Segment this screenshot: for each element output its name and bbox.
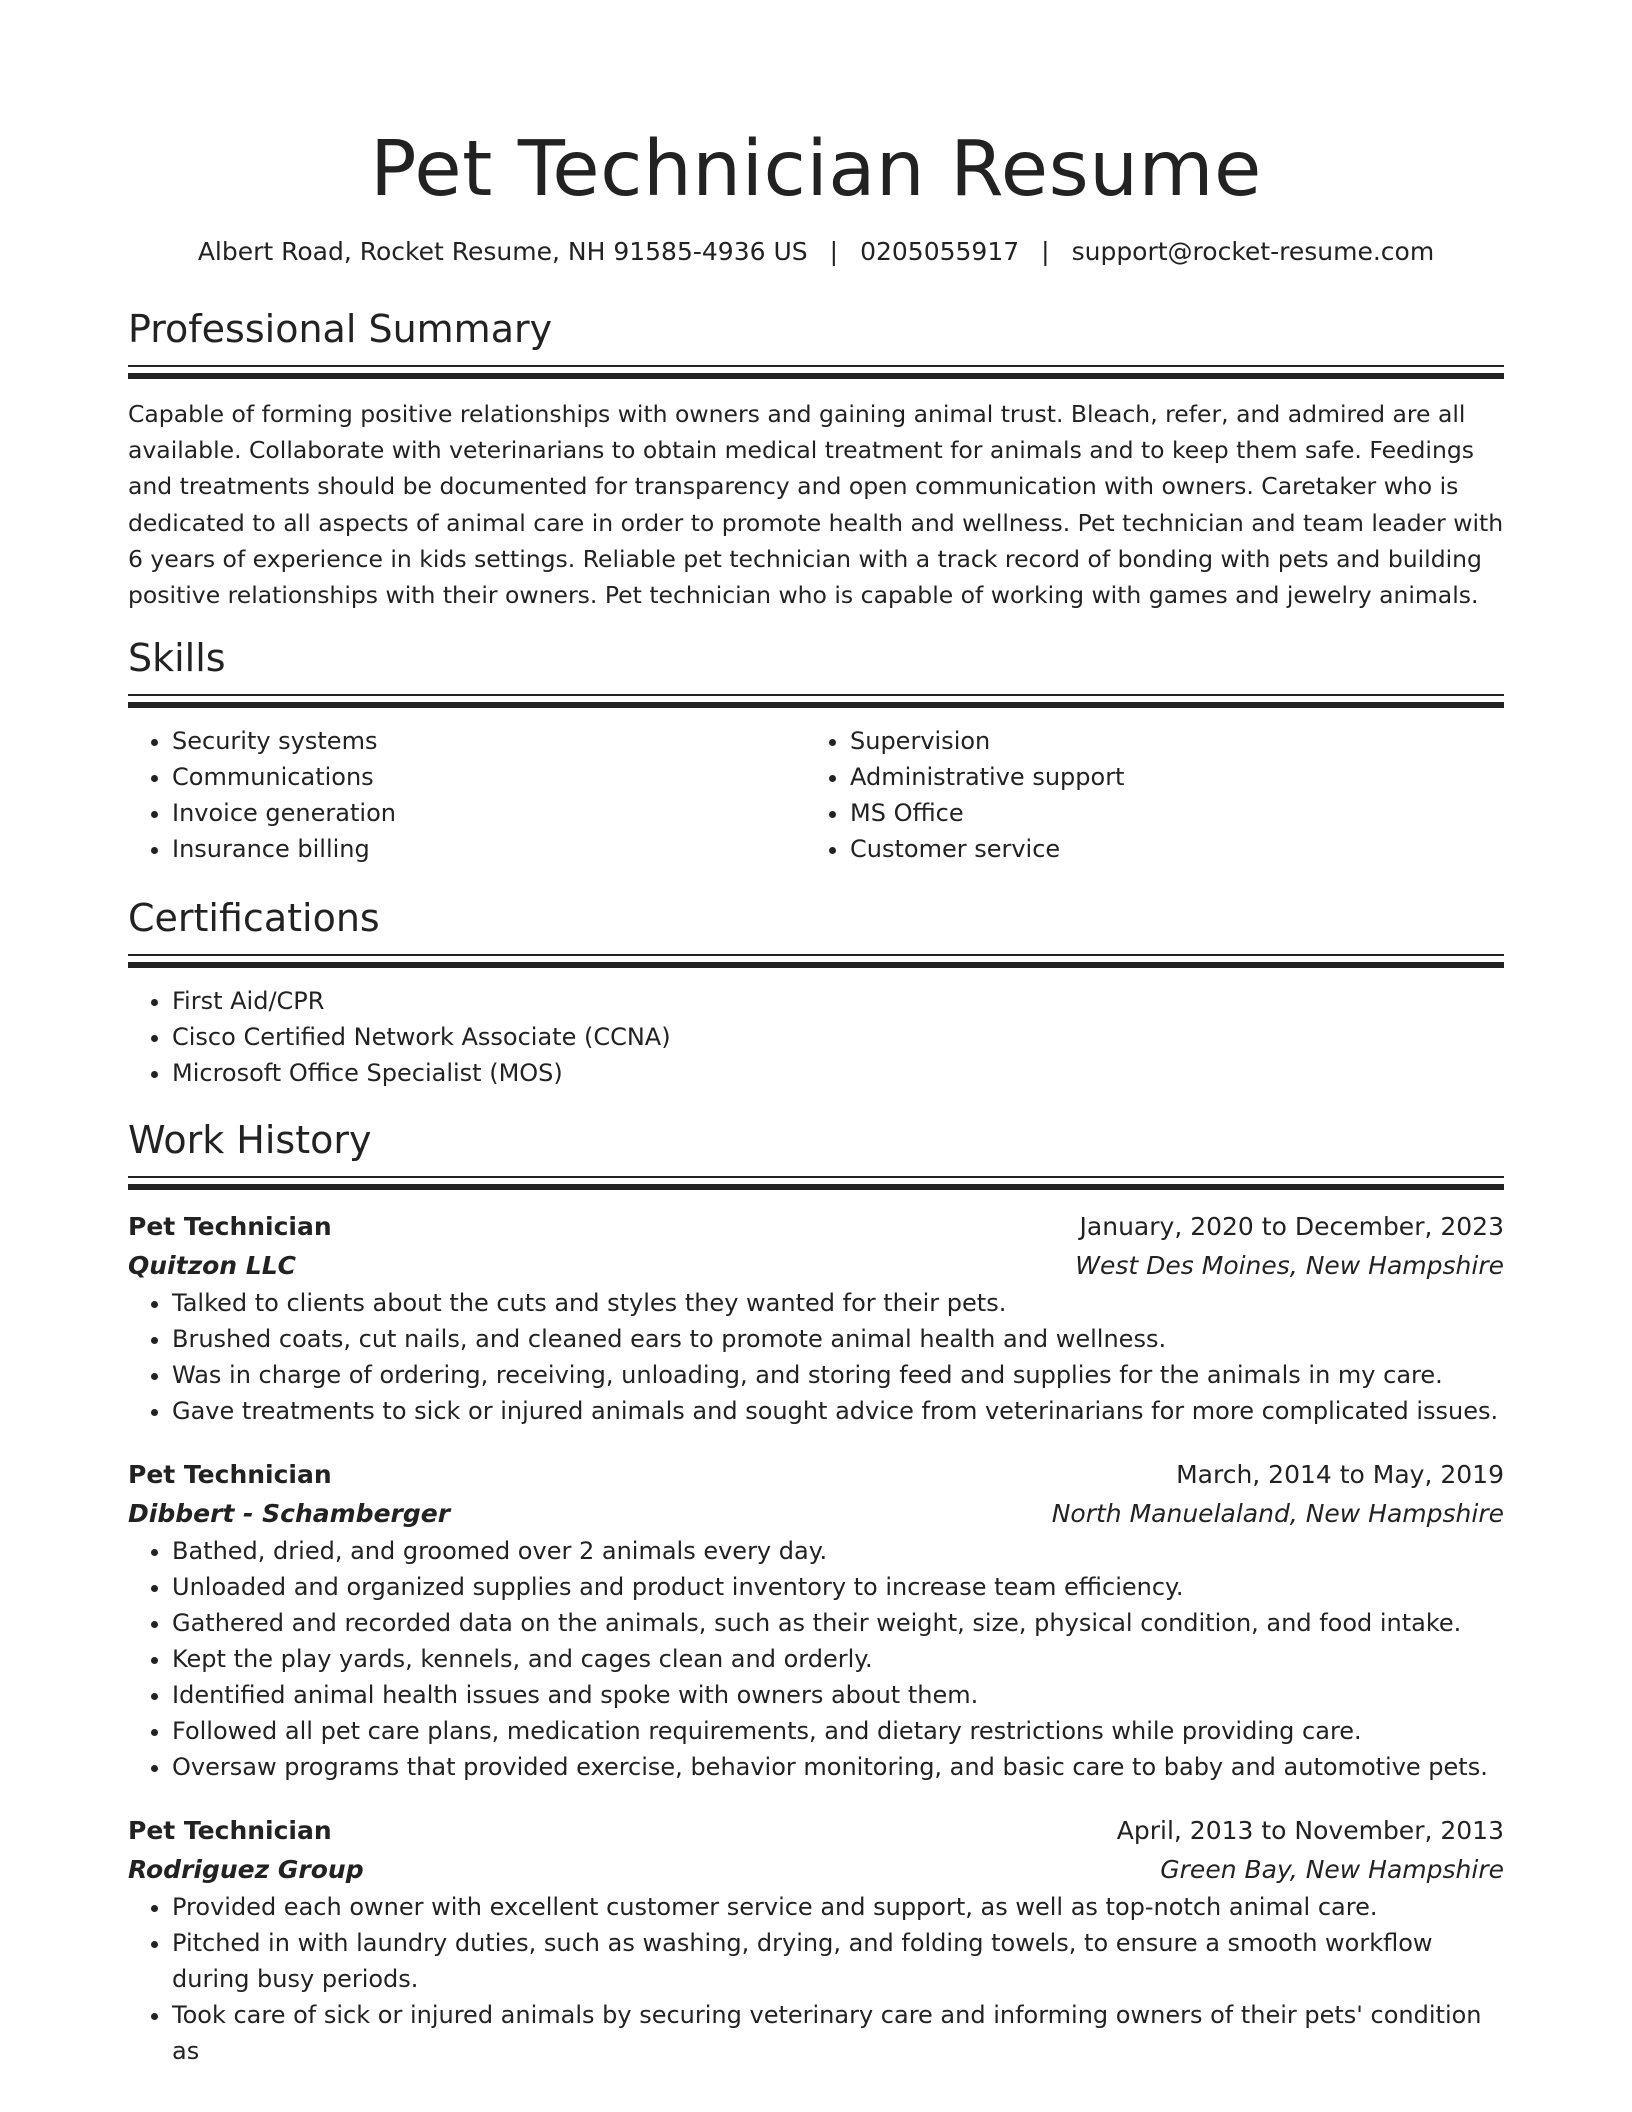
- job-company: Dibbert - Schamberger: [128, 1499, 451, 1529]
- job-header: [128, 1455, 1504, 1494]
- job-bullet: • Kept the play yards, kennels, and cages clean and orderly.: [172, 1641, 1504, 1677]
- certification-item: • Cisco Certified Network Associate (CCNA): [172, 1019, 1504, 1055]
- skill-item: • Customer service: [850, 831, 1484, 867]
- summary-heading: Professional Summary: [128, 307, 553, 351]
- skills-heading: Skills: [128, 636, 226, 681]
- job-bullet: • Gave treatments to sick or injured animals and sought advice from veterinarians for more complicated issues.: [172, 1393, 1504, 1429]
- job-dates: January, 2020 to December, 2023: [1079, 1212, 1504, 1242]
- skill-item: • Supervision: [850, 723, 1484, 759]
- skill-item: • Communications: [172, 759, 806, 795]
- section-divider: [128, 954, 1504, 969]
- certifications-heading: Certifications: [128, 896, 380, 941]
- job-bullet: • Talked to clients about the cuts and styles they wanted for their pets.: [172, 1285, 1504, 1321]
- skills-section: [128, 633, 1504, 867]
- certifications-list: [128, 983, 1504, 1091]
- job-title: Pet Technician: [128, 1816, 332, 1846]
- summary-section: [128, 304, 1504, 613]
- section-divider: [128, 694, 1504, 709]
- certification-item: • Microsoft Office Specialist (MOS): [172, 1055, 1504, 1091]
- job-bullet: • Provided each owner with excellent customer service and support, as well as top-notch animal care.: [172, 1889, 1504, 1925]
- skill-item: • Insurance billing: [172, 831, 806, 867]
- contact-email[interactable]: support@rocket-resume.com: [1071, 237, 1435, 266]
- job-bullet: • Brushed coats, cut nails, and cleaned ears to promote animal health and wellness.: [172, 1321, 1504, 1357]
- work-history-section: [128, 1115, 1504, 2069]
- job-bullet: • Pitched in with laundry duties, such as washing, drying, and folding towels, to ensure a smooth workflow during busy periods.: [172, 1925, 1504, 1997]
- work-history-heading: Work History: [128, 1118, 372, 1163]
- skill-item: • Invoice generation: [172, 795, 806, 831]
- contact-phone: 0205055917: [860, 237, 1020, 266]
- job-dates: April, 2013 to November, 2013: [1116, 1816, 1504, 1846]
- resume-title: Pet Technician Resume: [370, 125, 1262, 214]
- resume-page: [128, 0, 1504, 2069]
- job-bullet: • Was in charge of ordering, receiving, unloading, and storing feed and supplies for the animals in my care.: [172, 1357, 1504, 1393]
- skill-item: • Security systems: [172, 723, 806, 759]
- section-divider: [128, 365, 1504, 380]
- section-divider: [128, 1176, 1504, 1191]
- skill-item: • MS Office: [850, 795, 1484, 831]
- job-bullet: • Followed all pet care plans, medication requirements, and dietary restrictions while providing care.: [172, 1713, 1504, 1749]
- contact-separator: |: [1041, 237, 1050, 266]
- job-location: Green Bay, New Hampshire: [1160, 1855, 1504, 1885]
- job-location: West Des Moines, New Hampshire: [1075, 1251, 1504, 1281]
- skills-column-right: [806, 723, 1484, 867]
- job-bullet: • Oversaw programs that provided exercise, behavior monitoring, and basic care to baby and automotive pets.: [172, 1749, 1504, 1785]
- job-company: Rodriguez Group: [128, 1855, 364, 1885]
- job-header: [128, 1811, 1504, 1850]
- skill-item: • Administrative support: [850, 759, 1484, 795]
- summary-text: Capable of forming positive relationships with owners and gaining animal trust. Bleach, refer, and admired are all available. Collaborate with veterinarians to obtain medical treatment for animals and to keep them safe. Feedings and treatments should be documented for transparency and open communication with owners. Caretaker who is dedicated to all aspects of animal care in order to promote health and wellness. Pet technician and team leader with 6 years of experience in kids settings. Reliable pet technician with a track record of bonding with pets and building positive relationships with their owners. Pet technician who is capable of working with games and jewelry animals.: [128, 400, 1504, 610]
- skills-grid: [128, 723, 1504, 867]
- job-bullet: • Bathed, dried, and groomed over 2 animals every day.: [172, 1533, 1504, 1569]
- job-subheader: [128, 1494, 1504, 1533]
- skills-column-left: [128, 723, 806, 867]
- job-bullet: • Took care of sick or injured animals by securing veterinary care and informing owners of their pets' condition as: [172, 1997, 1504, 2069]
- job-entry: [128, 1811, 1504, 2069]
- job-bullet: • Unloaded and organized supplies and product inventory to increase team efficiency.: [172, 1569, 1504, 1605]
- job-subheader: [128, 1246, 1504, 1285]
- contact-line: [128, 234, 1504, 270]
- job-bullets: [128, 1285, 1504, 1429]
- job-dates: March, 2014 to May, 2019: [1176, 1460, 1504, 1490]
- contact-separator: |: [829, 237, 839, 266]
- job-bullets: [128, 1533, 1504, 1785]
- job-title: Pet Technician: [128, 1212, 332, 1242]
- job-subheader: [128, 1850, 1504, 1889]
- certifications-section: [128, 893, 1504, 1091]
- job-entry: [128, 1207, 1504, 1429]
- job-entry: [128, 1455, 1504, 1785]
- certification-item: • First Aid/CPR: [172, 983, 1504, 1019]
- job-bullet: • Gathered and recorded data on the animals, such as their weight, size, physical condition, and food intake.: [172, 1605, 1504, 1641]
- job-title: Pet Technician: [128, 1460, 332, 1490]
- job-header: [128, 1207, 1504, 1246]
- contact-address: Albert Road, Rocket Resume, NH 91585-4936 US: [197, 237, 808, 266]
- job-company: Quitzon LLC: [128, 1251, 297, 1281]
- job-bullets: [128, 1889, 1504, 2069]
- job-location: North Manuelaland, New Hampshire: [1051, 1499, 1504, 1529]
- job-bullet: • Identified animal health issues and spoke with owners about them.: [172, 1677, 1504, 1713]
